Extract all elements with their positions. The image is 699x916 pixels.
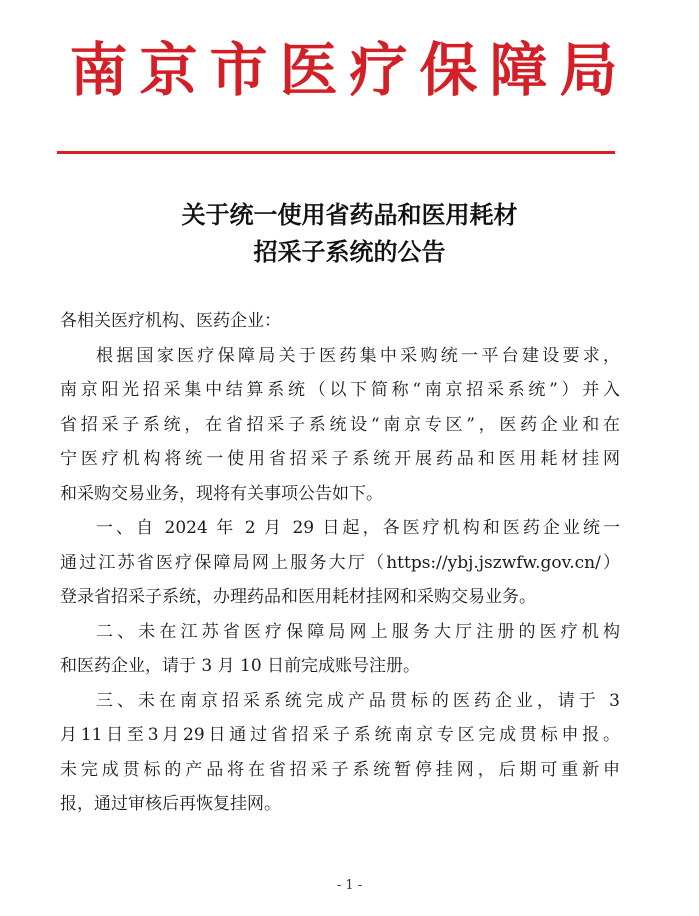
paragraph-intro [60, 339, 620, 512]
paragraph-item-2 [60, 615, 620, 684]
paragraph-item-3 [60, 684, 620, 822]
paragraph-line: 二、未在江苏省医疗保障局网上服务大厅注册的医疗机构 [96, 621, 620, 642]
paragraph-line-url: 通过江苏省医疗保障局网上服务大厅（https://ybj.jszwfw.gov.cn/） [60, 552, 620, 573]
notice-title [0, 196, 699, 270]
paragraph-line: 三、未在南京招采系统完成产品贯标的医药企业，请于 3 [96, 690, 620, 711]
page-number: - 1 - [336, 878, 363, 893]
letterhead-org-name: 南京市医疗保障局 [69, 36, 630, 104]
paragraph-line: 和医药企业，请于 3 月 10 日前完成账号注册。 [60, 656, 421, 676]
notice-title-line-2: 招采子系统的公告 [253, 237, 446, 266]
paragraph-item-1 [60, 511, 620, 615]
paragraph-line: 省招采子系统，在省招采子系统设“南京专区”，医药企业和在 [60, 414, 620, 435]
paragraph-line: 宁医疗机构将统一使用省招采子系统开展药品和医用耗材挂网 [60, 449, 620, 469]
paragraph-line: 根据国家医疗保障局关于医药集中采购统一平台建设要求， [96, 345, 620, 366]
paragraph-line: 登录省招采子系统，办理药品和医用耗材挂网和采购交易业务。 [60, 587, 536, 607]
paragraph-line: 和采购交易业务，现将有关事项公告如下。 [60, 483, 383, 504]
salutation: 各相关医疗机构、医药企业： [60, 311, 281, 331]
letterhead-red-divider [57, 151, 615, 154]
paragraph-line: 报，通过审核后再恢复挂网。 [60, 794, 281, 814]
paragraph-line: 月11日至3月29日通过省招采子系统南京专区完成贯标申报。 [60, 725, 620, 745]
notice-title-line-1: 关于统一使用省药品和医用耗材 [181, 200, 518, 229]
paragraph-line: 未完成贯标的产品将在省招采子系统暂停挂网，后期可重新申 [60, 759, 620, 780]
paragraph-line: 南京阳光招采集中结算系统（以下简称“南京招采系统”）并入 [60, 380, 620, 400]
notice-body [60, 304, 620, 822]
paragraph-line: 一、自 2024 年 2 月 29 日起，各医疗机构和医药企业统一 [96, 518, 620, 538]
